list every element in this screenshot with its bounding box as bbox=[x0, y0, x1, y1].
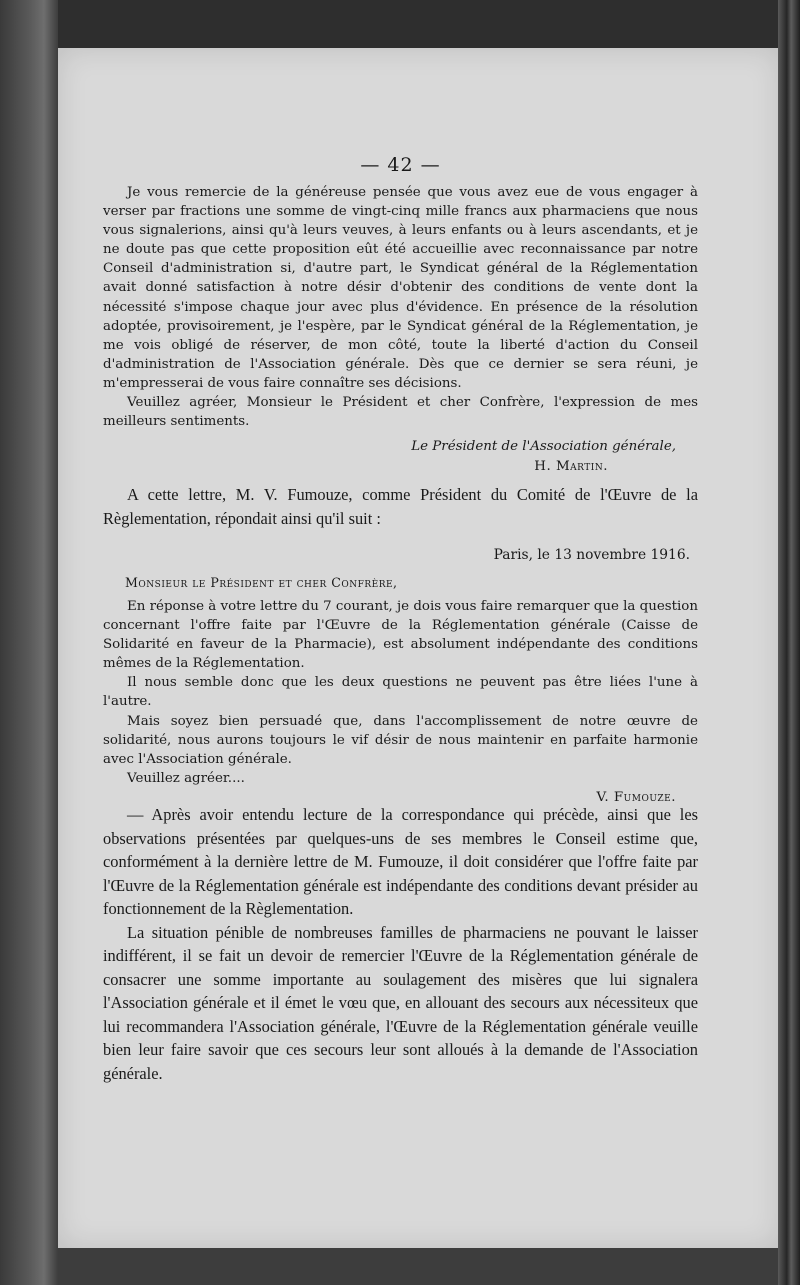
letter-one bbox=[103, 183, 698, 477]
conclusion-block bbox=[103, 803, 698, 1085]
letter-two-signature: V. Fumouze. bbox=[596, 789, 676, 805]
letter-one-signature-name: H. Martin. bbox=[534, 459, 608, 475]
letter-two-paragraph-1: En réponse à votre lettre du 7 courant, je dois vous faire remarquer que la question concernant l'offre faite par l'Œuvre de la Réglementation générale (Caisse de Solidarité en faveur de la Pharmacie), est absolument indépendante des conditions mêmes de la Réglementation. bbox=[103, 599, 698, 672]
letter-two-paragraph-3: Mais soyez bien persuadé que, dans l'accomplissement de notre œuvre de solidarité, nous aurons toujours le vif désir de nous maintenir en parfaite harmonie avec l'Association générale. bbox=[103, 713, 698, 767]
letter-two-paragraph-4: Veuillez agréer.... bbox=[127, 770, 245, 786]
intro-block bbox=[103, 483, 698, 530]
letter-one-paragraph-1: Je vous remercie de la généreuse pensée que vous avez eue de vous engager à verser par fractions une somme de vingt-cinq mille francs aux pharmaciens que nous vous signalerions, ainsi qu'à leurs veuves, à leurs enfants ou à leurs ascendants, et je ne doute pas que cette proposition eût été accueillie avec reconnaissance par notre Conseil d'administration si, d'autre part, le Syndicat général de la Réglementation avait donné satisfaction à notre désir d'obtenir des conditions de vente dont la nécessité s'impose chaque jour avec plus d'évidence. En présence de la résolution adoptée, provisoirement, je l'espère, par le Syndicat général de la Réglementation, je me vois obligé de réserver, de mon côté, toute la liberté d'action du Conseil d'administration de l'Association générale. Dès que ce dernier se sera réuni, je m'empresserai de vous faire connaître ses décisions. bbox=[103, 185, 698, 391]
book-spine-edge bbox=[778, 0, 800, 1285]
conclusion-paragraph-1: — Après avoir entendu lecture de la correspondance qui précède, ainsi que les observations présentées par quelques-uns de ses membres le Conseil estime que, conformément à la dernière lettre de M. Fumouze, il doit considérer que l'offre faite par l'Œuvre de la Réglementation générale est indépendante des conditions devant présider au fonctionnement de la Règlementation. bbox=[103, 805, 698, 918]
intro-paragraph: A cette lettre, M. V. Fumouze, comme Président du Comité de l'Œuvre de la Règlementation, répondait ainsi qu'il suit : bbox=[103, 485, 698, 528]
scan-top-edge bbox=[58, 0, 780, 48]
letter-one-paragraph-2: Veuillez agréer, Monsieur le Président et cher Confrère, l'expression de mes meilleurs sentiments. bbox=[103, 395, 698, 430]
page-number: — 42 — bbox=[360, 154, 441, 176]
letter-one-signature-title: Le Président de l'Association générale, bbox=[411, 439, 676, 455]
letter-two-date: Paris, le 13 novembre 1916. bbox=[493, 547, 690, 563]
letter-two-salutation: Monsieur le Président et cher Confrère, bbox=[125, 575, 398, 590]
letter-two bbox=[103, 545, 698, 808]
conclusion-paragraph-2: La situation pénible de nombreuses familles de pharmaciens ne pouvant le laisser indifférent, il se fait un devoir de remercier l'Œuvre de la Réglementation générale de consacrer une somme importante au soulagement des misères que lui signalera l'Association générale et il émet le vœu que, en allouant des secours aux nécessiteux que lui recommandera l'Association générale, l'Œuvre de la Réglementation générale veuille bien leur faire savoir que ces secours leur sont alloués à la demande de l'Association générale. bbox=[103, 922, 698, 1083]
letter-two-paragraph-2: Il nous semble donc que les deux questions ne peuvent pas être liées l'une à l'autre. bbox=[103, 675, 698, 710]
